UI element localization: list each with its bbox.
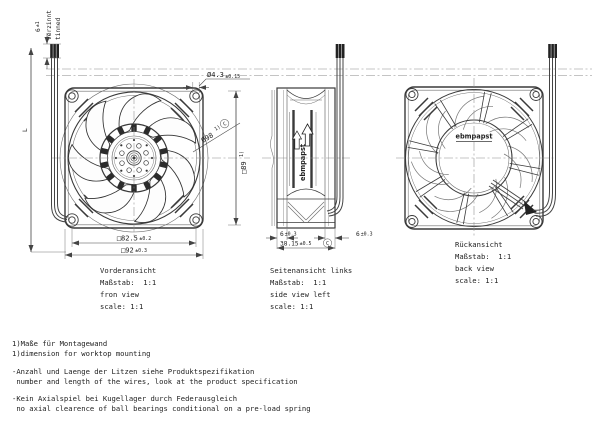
back-view [396,78,556,238]
corner-ear-hatch [288,202,324,222]
svg-text:Rückansicht: Rückansicht [455,240,503,249]
svg-text:-Kein Axialspiel bei Kugellage: -Kein Axialspiel bei Kugellager durch Federausgleich [12,394,238,403]
svg-text:Vorderansicht: Vorderansicht [100,266,157,275]
svg-text:1): 1) [239,150,245,157]
svg-text:Maßstab: 1:1: Maßstab: 1:1 [100,278,157,287]
svg-text:Maßstab: 1:1: Maßstab: 1:1 [270,278,327,287]
side-caption [270,266,352,311]
svg-text:1): 1) [213,124,222,133]
wire-length-dim [22,48,66,252]
svg-text:side view left: side view left [270,290,331,299]
svg-text:□89: □89 [240,161,248,174]
svg-text:6±0.3: 6±0.3 [356,231,373,238]
flange-rear-dim [314,229,373,249]
svg-text:scale: 1:1: scale: 1:1 [455,276,499,285]
tinned-ends [548,44,557,58]
svg-text:number and length of the wires: number and length of the wires, look at the product specification [12,377,298,386]
svg-text:C: C [325,240,330,247]
tinned-ends [336,44,345,58]
wire-centerlines [46,69,592,76]
back-brand-logo: ebmpapst [455,132,493,141]
svg-text:Maßstab: 1:1: Maßstab: 1:1 [455,252,512,261]
svg-text:Seitenansicht links: Seitenansicht links [270,266,353,275]
hole-dia-dim [183,71,250,93]
svg-text:scale: 1:1: scale: 1:1 [100,302,144,311]
svg-text:1)Maße für Montagewand: 1)Maße für Montagewand [12,339,108,348]
svg-text:L: L [22,128,29,132]
side-brand-logo: ebmpapst [299,143,307,181]
svg-text:□82.5±0.2: □82.5 ±0.2 [116,234,152,243]
svg-text:C: C [222,121,228,128]
svg-text:Ø4.3±0.15: Ø4.3 ±0.15 [207,71,241,80]
svg-text:1)dimension for worktop mounti: 1)dimension for worktop mounting [12,349,151,358]
label-tinned: tinned [55,17,62,40]
side-lead-wires [327,44,345,216]
svg-text:6±1: 6±1 [35,21,42,32]
svg-text:fron view: fron view [100,290,139,299]
svg-text:back view: back view [455,264,494,273]
label-verzinnt: verzinnt [46,10,53,40]
tinned-ends [50,44,59,58]
svg-text:-Anzahl und Laenge der Litzen: -Anzahl und Laenge der Litzen siehe Produktspezifikation [12,367,255,376]
front-view [52,79,250,240]
front-caption [100,266,156,311]
frame-size-dim [65,229,203,259]
depth-dim [277,239,335,248]
svg-text:Ø98: Ø98 [199,131,215,145]
back-caption [455,240,511,285]
svg-text:38.15±0.5: 38.15±0.5 [280,240,312,248]
svg-text:□92±0.3: □92 ±0.3 [121,246,147,255]
footnotes [12,339,311,413]
svg-text:6±0.3: 6±0.3 [280,231,297,238]
svg-text:no axial clearence of ball bea: no axial clearence of ball bearings conditional on a pre-load spring [12,404,311,413]
svg-text:scale: 1:1: scale: 1:1 [270,302,314,311]
